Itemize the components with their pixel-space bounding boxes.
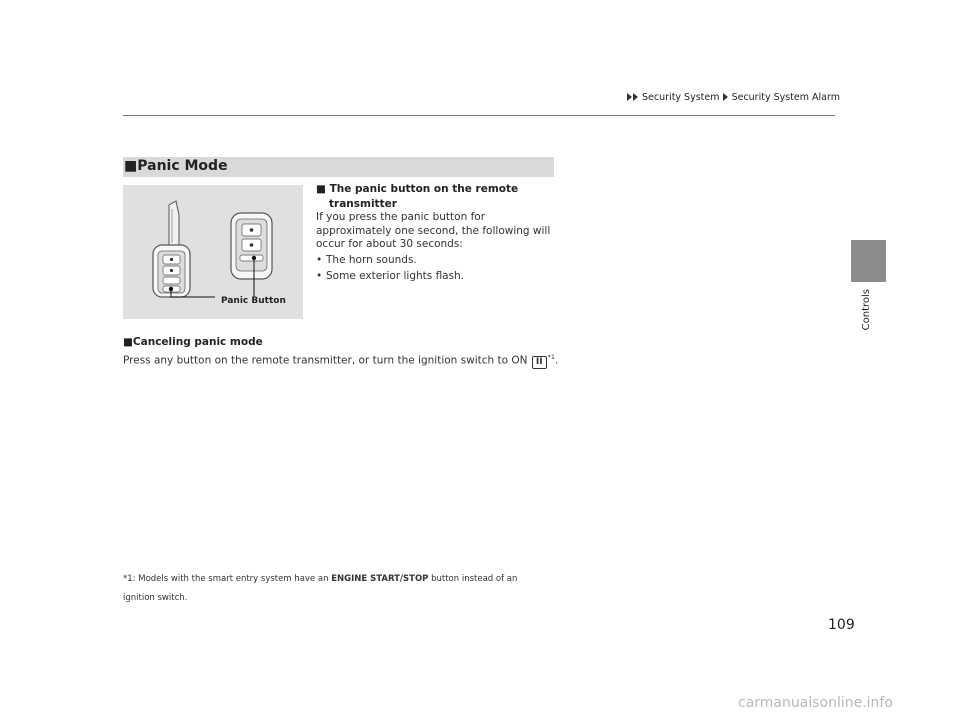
list-item: • The horn sounds. bbox=[316, 253, 464, 269]
chapter-tab[interactable] bbox=[851, 240, 886, 282]
panic-button-description: If you press the panic button for approximately one second, the following will occur for about 30 seconds: bbox=[316, 211, 551, 250]
chapter-tab-label: Controls bbox=[861, 289, 872, 331]
arrow-right-icon bbox=[633, 93, 638, 101]
section-title bbox=[124, 158, 228, 174]
footnote: *1: Models with the smart entry system have an ENGINE START/STOP button instead of an ignition switch. bbox=[123, 574, 518, 603]
arrow-right-icon bbox=[627, 93, 632, 101]
breadcrumb-security-system-alarm[interactable]: Security System Alarm bbox=[731, 92, 840, 103]
breadcrumb-security-system[interactable]: Security System bbox=[642, 92, 720, 103]
section-marker-icon: ■ bbox=[124, 158, 138, 174]
panic-effects-list bbox=[316, 253, 464, 284]
engine-start-stop-label: ENGINE START/STOP bbox=[331, 574, 429, 584]
figure-caption: Panic Button bbox=[221, 296, 286, 306]
subsection-marker-icon: ■ bbox=[316, 183, 326, 195]
list-item: • Some exterior lights flash. bbox=[316, 269, 464, 285]
section-title-text: Panic Mode bbox=[137, 158, 228, 174]
page-number: 109 bbox=[828, 617, 855, 633]
subsection-marker-icon: ■ bbox=[123, 336, 133, 348]
canceling-instructions: Press any button on the remote transmitter, or turn the ignition switch to ON II $^{*1}$. bbox=[123, 353, 559, 367]
breadcrumb bbox=[627, 92, 840, 103]
canceling-heading: ■Canceling panic mode bbox=[123, 336, 263, 348]
watermark-text: carmanualsonline.info bbox=[738, 695, 893, 711]
footnote-reference[interactable]: *1 bbox=[547, 353, 555, 361]
arrow-right-icon bbox=[723, 93, 728, 101]
panic-button-heading: ■ The panic button on the remote transmitter bbox=[316, 183, 519, 210]
ignition-position-key: II bbox=[532, 356, 547, 369]
header-rule bbox=[123, 115, 835, 116]
